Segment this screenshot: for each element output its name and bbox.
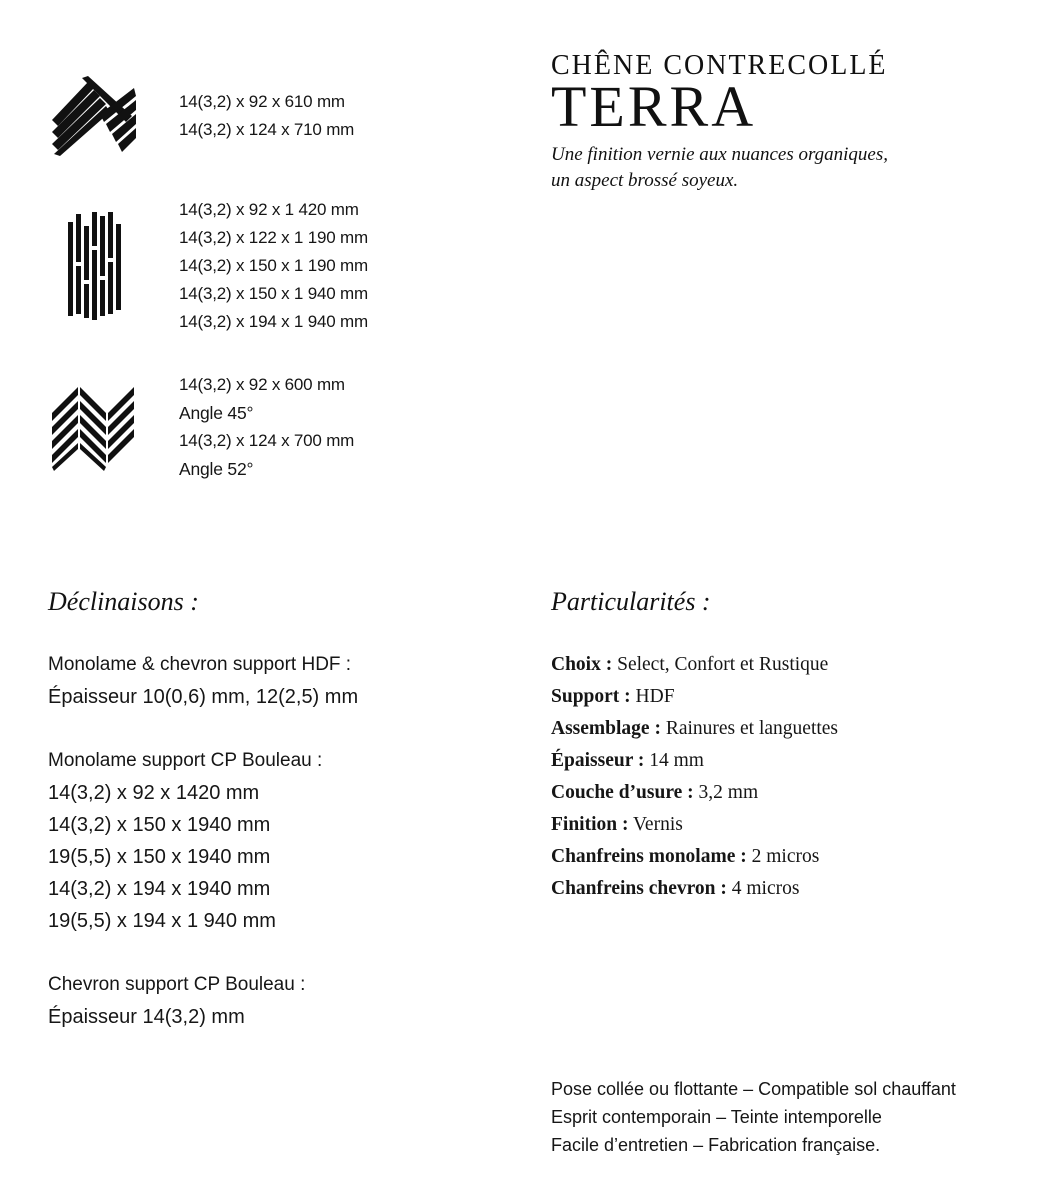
chevron-dimensions xyxy=(179,371,354,483)
declinaisons-group-hdf xyxy=(48,649,358,713)
spec-value: Select, Confort et Rustique xyxy=(617,654,829,675)
group-line: 19(5,5) x 150 x 1940 mm xyxy=(48,846,271,868)
dimension-line: 14(3,2) x 92 x 610 mm xyxy=(179,92,345,111)
product-title: TERRA xyxy=(551,74,757,139)
spec-row xyxy=(551,777,838,809)
dimension-line: 14(3,2) x 92 x 600 mm xyxy=(179,375,345,394)
dimension-line: 14(3,2) x 124 x 710 mm xyxy=(179,120,355,139)
dimension-line: 14(3,2) x 194 x 1 940 mm xyxy=(179,312,368,331)
footer-line: Pose collée ou flottante – Compatible sol chauffant xyxy=(551,1079,956,1099)
spec-value: HDF xyxy=(635,686,675,707)
product-supertitle: CHÊNE CONTRECOLLÉ xyxy=(551,50,888,81)
footer-features xyxy=(551,1075,956,1159)
dimension-line: 14(3,2) x 124 x 700 mm xyxy=(179,431,355,450)
spec-row xyxy=(551,649,838,681)
spec-row xyxy=(551,873,838,905)
footer-line: Esprit contemporain – Teinte intemporelle xyxy=(551,1107,882,1127)
spec-label: Chanfreins monolame : xyxy=(551,846,747,867)
spec-row xyxy=(551,809,838,841)
group-line: 14(3,2) x 150 x 1940 mm xyxy=(48,814,271,836)
spec-label: Épaisseur : xyxy=(551,750,645,771)
spec-value: 3,2 mm xyxy=(698,782,759,803)
group-title: Chevron support CP Bouleau : xyxy=(48,974,306,995)
product-tagline xyxy=(551,142,1011,194)
spec-label: Assemblage : xyxy=(551,718,661,739)
declinaisons-heading: Déclinaisons : xyxy=(48,587,199,616)
tagline-line: Une finition vernie aux nuances organiques, xyxy=(551,144,889,165)
group-line: 19(5,5) x 194 x 1 940 mm xyxy=(48,910,276,932)
spec-label: Couche d’usure : xyxy=(551,782,694,803)
herringbone-icon xyxy=(52,76,136,156)
dimension-line: 14(3,2) x 150 x 1 940 mm xyxy=(179,284,368,303)
declinaisons-group-chevron-cp xyxy=(48,969,305,1033)
chevron-icon xyxy=(52,387,136,471)
tagline-line: un aspect brossé soyeux. xyxy=(551,170,739,191)
spec-label: Choix : xyxy=(551,654,613,675)
group-title: Monolame support CP Bouleau : xyxy=(48,750,323,771)
spec-row xyxy=(551,841,838,873)
spec-label: Support : xyxy=(551,686,631,707)
plank-dimensions xyxy=(179,196,368,336)
particularites-heading: Particularités : xyxy=(551,587,711,616)
group-line: Épaisseur 14(3,2) mm xyxy=(48,1006,245,1028)
spec-row xyxy=(551,681,838,713)
specs-list xyxy=(551,649,838,905)
spec-row xyxy=(551,745,838,777)
spec-label: Finition : xyxy=(551,814,629,835)
plank-icon xyxy=(67,212,121,320)
declinaisons-group-monolame-cp xyxy=(48,745,322,937)
group-title: Monolame & chevron support HDF : xyxy=(48,654,352,675)
group-line: 14(3,2) x 194 x 1940 mm xyxy=(48,878,271,900)
spec-value: 14 mm xyxy=(649,750,704,771)
dimension-line: 14(3,2) x 150 x 1 190 mm xyxy=(179,256,368,275)
spec-value: 4 micros xyxy=(731,878,800,899)
spec-value: 2 micros xyxy=(751,846,820,867)
spec-row xyxy=(551,713,838,745)
group-line: 14(3,2) x 92 x 1420 mm xyxy=(48,782,260,804)
group-line: Épaisseur 10(0,6) mm, 12(2,5) mm xyxy=(48,686,359,708)
dimension-line: 14(3,2) x 122 x 1 190 mm xyxy=(179,228,368,247)
spec-label: Chanfreins chevron : xyxy=(551,878,727,899)
spec-value: Vernis xyxy=(633,814,683,835)
angle-label: Angle 52° xyxy=(179,459,254,479)
dimension-line: 14(3,2) x 92 x 1 420 mm xyxy=(179,200,359,219)
herringbone-dimensions xyxy=(179,88,354,144)
angle-label: Angle 45° xyxy=(179,403,254,423)
spec-value: Rainures et languettes xyxy=(665,718,839,739)
footer-line: Facile d’entretien – Fabrication française. xyxy=(551,1135,881,1155)
